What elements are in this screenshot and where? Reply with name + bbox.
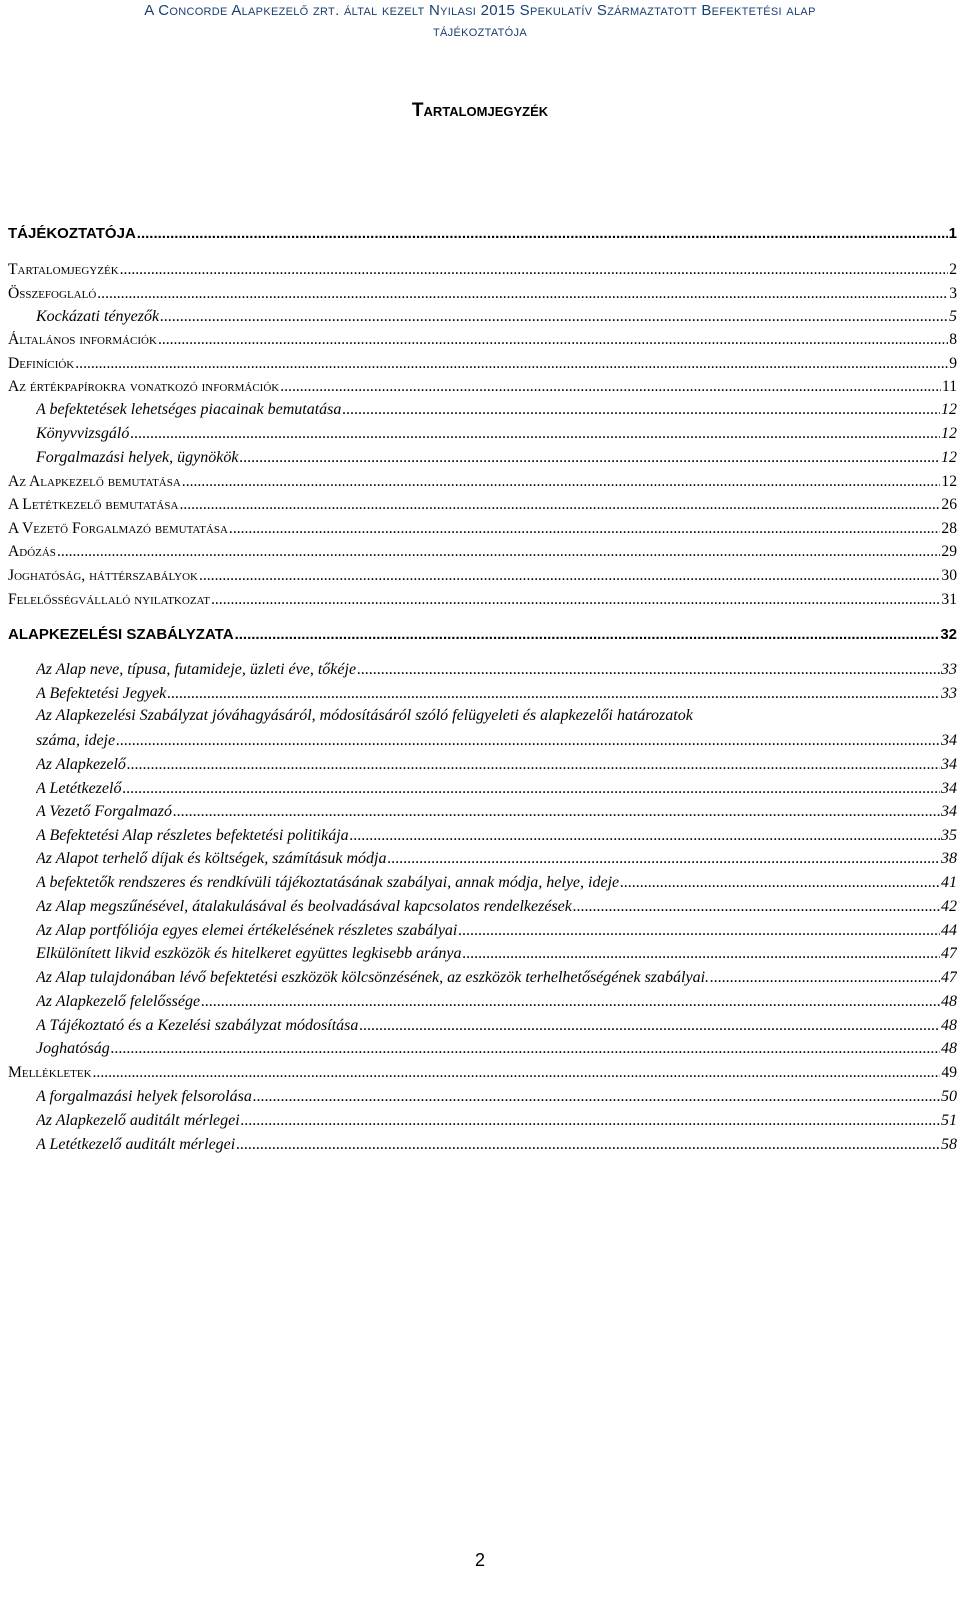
toc-entry[interactable] xyxy=(36,1040,957,1058)
toc-leader xyxy=(620,874,940,892)
toc-entry-label: A Befektetési Alap részletes befektetési politikája xyxy=(36,827,349,844)
toc-entry-page: 26 xyxy=(941,496,957,513)
toc-entry[interactable] xyxy=(36,1017,957,1035)
toc-entry-label: Az Alapot terhelő díjak és költségek, számításuk módja xyxy=(36,850,387,867)
toc-entry-page: 2 xyxy=(949,261,957,278)
toc-entry-label: Joghatóság xyxy=(36,1040,110,1057)
page-title: Tartalomjegyzék xyxy=(411,100,549,121)
toc-entry-label: A Vezető Forgalmazó xyxy=(36,803,172,820)
toc-entry[interactable] xyxy=(8,543,957,561)
toc-entry[interactable] xyxy=(8,496,957,514)
toc-entry[interactable] xyxy=(36,1136,957,1154)
toc-entry-label: Tartalomjegyzék xyxy=(8,261,119,278)
toc-entry-label: Könyvvizsgáló xyxy=(36,425,130,442)
toc-entry[interactable] xyxy=(8,473,957,491)
toc-entry[interactable] xyxy=(36,401,957,419)
toc-entry[interactable] xyxy=(36,874,957,892)
header-line-2: tájékoztatója xyxy=(433,23,527,40)
toc-leader xyxy=(158,331,948,349)
toc-entry-label: A Befektetési Jegyek xyxy=(36,685,167,702)
toc-entry-label: TÁJÉKOZTATÓJA xyxy=(8,225,136,242)
toc-entry-label: A forgalmazási helyek felsorolása xyxy=(36,1088,252,1105)
toc-entry[interactable] xyxy=(36,449,957,467)
toc-entry-label: Kockázati tényezők xyxy=(36,308,160,325)
toc-entry[interactable] xyxy=(36,756,957,774)
document-header xyxy=(0,0,960,42)
toc-entry[interactable] xyxy=(36,1112,957,1130)
toc-leader xyxy=(167,685,940,703)
toc-entry[interactable] xyxy=(8,626,957,643)
toc-entry[interactable] xyxy=(36,827,957,845)
toc-leader xyxy=(160,308,948,326)
toc-entry-page: 34 xyxy=(941,732,957,749)
toc-entry[interactable] xyxy=(8,285,957,303)
toc-entry-label: Az Alap tulajdonában lévő befektetési eszközök kölcsönzésének, az eszközök terhelhetőségének szabályai. xyxy=(36,969,710,986)
toc-leader xyxy=(116,732,940,750)
toc-leader xyxy=(458,922,940,940)
header-line-1: A Concorde Alapkezelő zrt. által kezelt Nyilasi 2015 Spekulatív Származtatott Befektetési alap xyxy=(144,2,816,19)
toc-entry[interactable] xyxy=(36,969,957,987)
toc-entry-label: A Vezető Forgalmazó bemutatása xyxy=(8,520,228,537)
toc-entry-page: 31 xyxy=(941,591,957,608)
toc-entry[interactable] xyxy=(36,425,957,443)
toc-leader xyxy=(120,261,949,279)
toc-entry-page: 41 xyxy=(941,874,957,891)
toc-leader xyxy=(342,401,940,419)
toc-leader xyxy=(137,225,948,242)
toc-entry-page: 9 xyxy=(949,355,957,372)
toc-entry-page: 44 xyxy=(941,922,957,939)
toc-entry-page: 12 xyxy=(941,425,957,442)
toc-entry-page: 38 xyxy=(941,850,957,867)
toc-entry-page: 35 xyxy=(941,827,957,844)
toc-leader xyxy=(239,449,940,467)
toc-leader xyxy=(127,756,940,774)
toc-leader xyxy=(199,567,940,585)
toc-leader xyxy=(130,425,940,443)
toc-entry-label: Joghatóság, háttérszabályok xyxy=(8,567,198,584)
toc-entry-page: 34 xyxy=(941,780,957,797)
toc-entry[interactable] xyxy=(36,898,957,916)
toc-entry[interactable] xyxy=(8,355,957,373)
toc-entry[interactable] xyxy=(8,591,957,609)
toc-leader xyxy=(57,543,940,561)
toc-entry-label: Az értékpapírokra vonatkozó információk xyxy=(8,378,280,395)
toc-entry-page: 33 xyxy=(941,685,957,702)
toc-entry-label: Az Alapkezelő felelőssége xyxy=(36,993,201,1010)
toc-entry[interactable] xyxy=(36,685,957,703)
toc-entry-label: Az Alapkezelő bemutatása xyxy=(8,473,181,490)
toc-leader xyxy=(173,803,940,821)
toc-entry[interactable] xyxy=(36,850,957,868)
toc-entry-page: 8 xyxy=(949,331,957,348)
toc-leader xyxy=(387,850,940,868)
page-number: 2 xyxy=(474,1550,485,1570)
toc-entry-page: 1 xyxy=(948,225,957,242)
toc-entry-page: 48 xyxy=(941,1017,957,1034)
toc-leader xyxy=(122,780,940,798)
toc-entry[interactable] xyxy=(36,661,957,679)
toc-entry-page: 30 xyxy=(941,567,957,584)
toc-entry-page: 34 xyxy=(941,756,957,773)
toc-entry-label: A Letétkezelő bemutatása xyxy=(8,496,179,513)
toc-entry-label: A Letétkezelő xyxy=(36,780,122,797)
toc-entry-label: Adózás xyxy=(8,543,56,560)
toc-entry[interactable] xyxy=(8,520,957,538)
toc-entry-label: Az Alap portfóliója egyes elemei értékelésének részletes szabályai xyxy=(36,922,458,939)
toc-entry-page: 28 xyxy=(941,520,957,537)
toc-leader xyxy=(280,378,941,396)
toc-entry-label: ALAPKEZELÉSI SZABÁLYZATA xyxy=(8,626,234,643)
toc-entry-label: Felelősségvállaló nyilatkozat xyxy=(8,591,210,608)
toc-leader xyxy=(75,355,948,373)
toc-entry[interactable] xyxy=(36,803,957,821)
toc-entry-page: 47 xyxy=(941,945,957,962)
toc-entry-label: Mellékletek xyxy=(8,1064,92,1081)
toc-entry[interactable] xyxy=(36,922,957,940)
toc-entry[interactable] xyxy=(36,780,957,798)
toc-entry-page: 47 xyxy=(941,969,957,986)
toc-entry-label: A Letétkezelő auditált mérlegei xyxy=(36,1136,236,1153)
toc-entry-page: 12 xyxy=(941,449,957,466)
toc-leader xyxy=(179,496,940,514)
toc-entry-page: 11 xyxy=(941,378,957,395)
toc-entry-page: 5 xyxy=(949,308,957,325)
toc-leader xyxy=(710,969,940,987)
toc-leader xyxy=(111,1040,940,1058)
toc-entry-page: 51 xyxy=(941,1112,957,1129)
toc-entry-label-wrapped[interactable]: Az Alapkezelési Szabályzat jóváhagyásáról, módosításáról szóló felügyeleti és alapkezelői határozatok xyxy=(36,707,693,724)
toc-entry[interactable] xyxy=(36,732,957,750)
toc-entry[interactable] xyxy=(36,1088,957,1106)
toc-entry-label: Összefoglaló xyxy=(8,285,97,302)
toc-leader xyxy=(253,1088,940,1106)
toc-entry[interactable] xyxy=(8,331,957,349)
toc-entry-page: 32 xyxy=(940,626,957,643)
toc-entry-page: 33 xyxy=(941,661,957,678)
toc-entry-label: Az Alapkezelő xyxy=(36,756,126,773)
toc-entry-page: 34 xyxy=(941,803,957,820)
toc-entry-page: 48 xyxy=(941,993,957,1010)
toc-entry[interactable] xyxy=(8,1064,957,1082)
toc-entry-label: Általános információk xyxy=(8,331,157,348)
toc-entry-label: Az Alap megszűnésével, átalakulásával és beolvadásával kapcsolatos rendelkezések xyxy=(36,898,572,915)
toc-entry[interactable] xyxy=(8,378,957,396)
toc-entry-label: A befektetők rendszeres és rendkívüli tájékoztatásának szabályai, annak módja, helye, ideje xyxy=(36,874,620,891)
toc-entry-page: 3 xyxy=(949,285,957,302)
toc-leader xyxy=(359,1017,940,1035)
toc-entry-label: A Tájékoztató és a Kezelési szabályzat módosítása xyxy=(36,1017,359,1034)
toc-entry[interactable] xyxy=(36,945,957,963)
toc-entry[interactable] xyxy=(36,993,957,1011)
toc-entry-label: Az Alap neve, típusa, futamideje, üzleti éve, tőkéje xyxy=(36,661,357,678)
toc-entry[interactable] xyxy=(8,567,957,585)
toc-leader xyxy=(350,827,940,845)
toc-leader xyxy=(463,945,941,963)
toc-entry-label: Forgalmazási helyek, ügynökök xyxy=(36,449,239,466)
toc-leader xyxy=(93,1064,941,1082)
toc-leader xyxy=(211,591,940,609)
toc-leader xyxy=(182,473,941,491)
toc-leader xyxy=(241,1112,940,1130)
toc-entry-label: Elkülönített likvid eszközök és hitelkeret együttes legkisebb aránya xyxy=(36,945,462,962)
toc-entry[interactable] xyxy=(8,225,957,242)
toc-leader xyxy=(229,520,940,538)
toc-entry-page: 50 xyxy=(941,1088,957,1105)
toc-entry-label: Az Alapkezelő auditált mérlegei xyxy=(36,1112,240,1129)
toc-leader xyxy=(236,1136,940,1154)
toc-entry[interactable] xyxy=(36,308,957,326)
toc-leader xyxy=(357,661,940,679)
toc-leader xyxy=(97,285,948,303)
toc-entry-page: 48 xyxy=(941,1040,957,1057)
toc-entry[interactable] xyxy=(8,261,957,279)
toc-leader xyxy=(573,898,940,916)
toc-entry-page: 58 xyxy=(941,1136,957,1153)
toc-entry-label: Definíciók xyxy=(8,355,75,372)
toc-entry-page: 29 xyxy=(941,543,957,560)
toc-entry-page: 12 xyxy=(941,401,957,418)
toc-entry-page: 49 xyxy=(941,1064,957,1081)
toc-entry-page: 12 xyxy=(941,473,957,490)
toc-entry-page: 42 xyxy=(941,898,957,915)
toc-leader xyxy=(235,626,940,643)
toc-leader xyxy=(201,993,940,1011)
toc-entry-label: száma, ideje xyxy=(36,732,116,749)
toc-entry-label: A befektetések lehetséges piacainak bemutatása xyxy=(36,401,342,418)
